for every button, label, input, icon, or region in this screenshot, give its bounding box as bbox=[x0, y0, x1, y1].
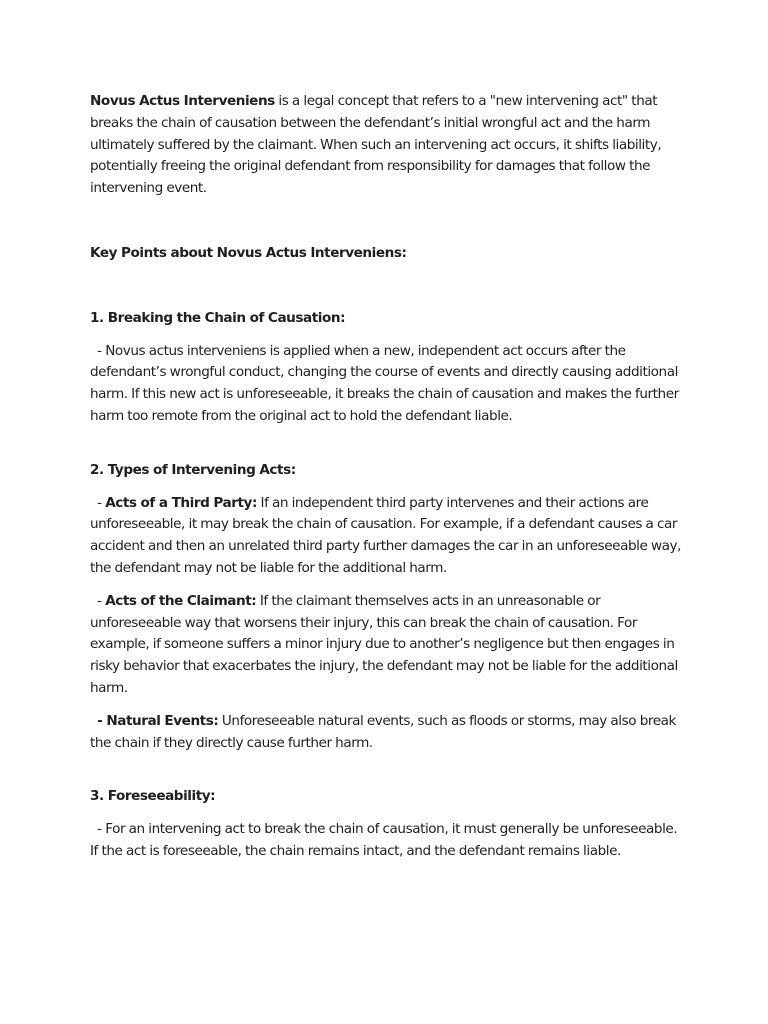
paragraph-text: If an independent third party intervenes and their actions are unforeseeable, it may break the chain of causation. For example, if a defendant causes a car accident and then an unrelated third party further damages the car in an unforeseeable way, the defendant may not be liable for the additional harm. bbox=[90, 494, 681, 576]
intro-term: Novus Actus Interveniens bbox=[90, 93, 275, 109]
intro-paragraph bbox=[90, 91, 682, 200]
section-heading: 1. Breaking the Chain of Causation: bbox=[90, 309, 346, 326]
section-paragraph bbox=[90, 711, 682, 755]
document-page bbox=[90, 91, 682, 874]
paragraph-text: If the claimant themselves acts in an unreasonable or unforeseeable way that worsens their injury, this can break the chain of causation. For example, if someone suffers a minor injury due to another’s negligence but then engages in risky behavior that exacerbates the injury, the defendant may not be liable for the additional harm. bbox=[90, 592, 678, 696]
paragraph-label: Acts of a Third Party: bbox=[105, 494, 257, 511]
section-heading: 3. Foreseeability: bbox=[90, 788, 216, 805]
paragraph-text: Novus actus interveniens is applied when a new, independent act occurs after the defendant’s wrongful conduct, changing the course of events and directly causing additional harm. If this new act is unforeseeable, it breaks the chain of causation and makes the further harm too remote from the original act to hold the defendant liable. bbox=[90, 342, 679, 424]
section-heading: 2. Types of Intervening Acts: bbox=[90, 461, 296, 478]
paragraph-text: Unforeseeable natural events, such as floods or storms, may also break the chain if they directly cause further harm. bbox=[90, 712, 676, 751]
section-paragraph: - Acts of a Third Party: If an independent third party intervenes and their actions are unforeseeable, it may break the chain of causation. For example, if a defendant causes a car accident and then an unrelated third party further damages the car in an unforeseeable way, the defendant may not be liable for the additional harm. bbox=[90, 494, 681, 576]
section-paragraph: - Novus actus interveniens is applied when a new, independent act occurs after the defendant’s wrongful conduct, changing the course of events and directly causing additional harm. If this new act is unforeseeable, it breaks the chain of causation and makes the further harm too remote from the original act to hold the defendant liable. bbox=[90, 342, 679, 424]
paragraph-text: For an intervening act to break the chain of causation, it must generally be unforeseeable. If the act is foreseeable, the chain remains intact, and the defendant remains liable. bbox=[90, 821, 678, 859]
section-paragraph: - For an intervening act to break the chain of causation, it must generally be unforeseeable. If the act is foreseeable, the chain remains intact, and the defendant remains liable. bbox=[90, 821, 678, 859]
intro-text: is a legal concept that refers to a "new intervening act" that breaks the chain of causation between the defendant’s initial wrongful act and the harm ultimately suffered by the claimant. When such an intervening act occurs, it shifts liability, potentially freeing the original defendant from responsibility for damages that follow the intervening event. bbox=[90, 93, 662, 197]
paragraph-label: Acts of the Claimant: bbox=[105, 592, 257, 609]
section-paragraph: - Acts of the Claimant: If the claimant themselves acts in an unreasonable or unforeseeable way that worsens their injury, this can break the chain of causation. For example, if someone suffers a minor injury due to another’s negligence but then engages in risky behavior that exacerbates the injury, the defendant may not be liable for the additional harm. bbox=[90, 592, 678, 696]
paragraph-label: - Natural Events: bbox=[97, 712, 219, 729]
key-points-heading: Key Points about Novus Actus Interveniens: bbox=[90, 244, 407, 261]
